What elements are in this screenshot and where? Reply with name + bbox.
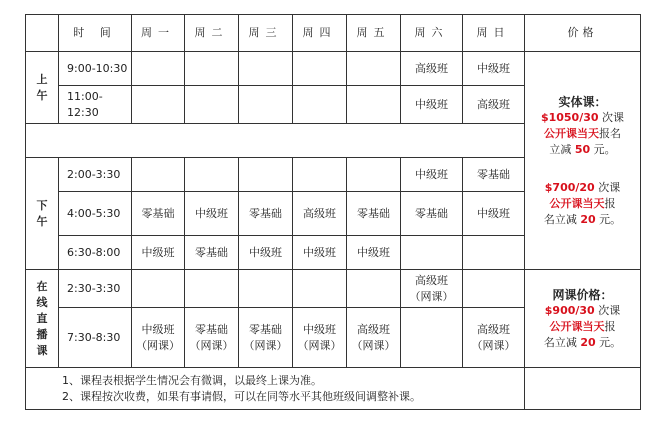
schedule-table: [25, 14, 641, 410]
header-row: [26, 15, 641, 52]
header-day-sat: 周六: [401, 15, 463, 52]
section-morning: 上午: [26, 52, 59, 124]
class-cell: 零基础: [347, 192, 401, 236]
class-cell: 中级班: [132, 236, 185, 270]
class-cell: [239, 158, 293, 192]
class-cell: 中级班 （网课）: [293, 308, 347, 368]
price-online: [525, 270, 641, 368]
class-cell: 零基础: [132, 192, 185, 236]
class-cell: 高级班: [463, 86, 525, 124]
header-day-tue: 周二: [185, 15, 239, 52]
price-line: 名立减 20 元。: [543, 212, 622, 226]
class-cell: [132, 86, 185, 124]
class-cell: [347, 270, 401, 308]
class-cell: 零基础 （网课）: [185, 308, 239, 368]
price-line: $900/30 次课: [544, 303, 621, 317]
class-cell: 零基础: [239, 192, 293, 236]
class-cell: 零基础 （网课）: [239, 308, 293, 368]
class-cell: 零基础: [463, 158, 525, 192]
class-cell: 中级班: [401, 158, 463, 192]
header-price: 价格: [525, 15, 641, 52]
class-cell: [347, 86, 401, 124]
class-cell: [293, 52, 347, 86]
class-cell: [293, 270, 347, 308]
time-cell: 9:00-10:30: [59, 52, 132, 86]
header-day-wed: 周三: [239, 15, 293, 52]
class-cell: 中级班: [463, 52, 525, 86]
time-cell: 2:30-3:30: [59, 270, 132, 308]
section-online: 在线直播课: [26, 270, 59, 368]
class-cell: 高级班: [293, 192, 347, 236]
header-time: 时 间: [59, 15, 132, 52]
spacer-cell: [26, 124, 525, 158]
class-cell: [347, 158, 401, 192]
class-cell: [239, 86, 293, 124]
class-cell: 高级班 （网课）: [401, 270, 463, 308]
corner-cell: [26, 15, 59, 52]
section-afternoon: 下午: [26, 158, 59, 270]
price-line: 公开课当天报: [549, 319, 616, 333]
price-line: 公开课当天报: [549, 196, 616, 210]
table-row: [26, 52, 641, 86]
header-day-thu: 周四: [293, 15, 347, 52]
time-cell: 2:00-3:30: [59, 158, 132, 192]
class-cell: [463, 236, 525, 270]
note-line: 1、课程表根据学生情况会有微调，以最终上课为准。: [62, 373, 322, 387]
price-online-title: 网课价格：: [552, 287, 613, 302]
price-line: 立减 50 元。: [549, 142, 616, 156]
class-cell: [185, 158, 239, 192]
price-inperson: [525, 52, 641, 270]
header-day-mon: 周一: [132, 15, 185, 52]
class-cell: [132, 270, 185, 308]
header-day-fri: 周五: [347, 15, 401, 52]
class-cell: 中级班: [293, 236, 347, 270]
header-day-sun: 周日: [463, 15, 525, 52]
class-cell: [132, 158, 185, 192]
note-line: 2、课程按次收费，如果有事请假，可以在同等水平其他班级间调整补课。: [62, 389, 421, 403]
class-cell: [132, 52, 185, 86]
class-cell: 高级班: [401, 52, 463, 86]
price-inperson-title: 实体课：: [558, 94, 607, 109]
class-cell: [293, 158, 347, 192]
price-line: 公开课当天报名: [544, 126, 621, 140]
time-cell: 11:00-12:30: [59, 86, 132, 124]
notes-row: [26, 368, 641, 410]
class-cell: [463, 270, 525, 308]
class-cell: [347, 52, 401, 86]
class-cell: 中级班: [401, 86, 463, 124]
class-cell: [401, 236, 463, 270]
class-cell: [239, 52, 293, 86]
price-line: $700/20 次课: [544, 180, 621, 194]
class-cell: 高级班 （网课）: [347, 308, 401, 368]
class-cell: [185, 270, 239, 308]
table-row: [26, 270, 641, 308]
notes-cell: [26, 368, 525, 410]
class-cell: [185, 52, 239, 86]
class-cell: 高级班 （网课）: [463, 308, 525, 368]
class-cell: 零基础: [185, 236, 239, 270]
class-cell: 中级班: [239, 236, 293, 270]
price-line: 名立减 20 元。: [543, 335, 622, 349]
class-cell: 中级班: [463, 192, 525, 236]
price-line: $1050/30 次课: [540, 110, 625, 124]
class-cell: 中级班: [185, 192, 239, 236]
class-cell: 中级班 （网课）: [132, 308, 185, 368]
time-cell: 7:30-8:30: [59, 308, 132, 368]
class-cell: [293, 86, 347, 124]
time-cell: 4:00-5:30: [59, 192, 132, 236]
class-cell: [185, 86, 239, 124]
notes-price-cell: [525, 368, 641, 410]
time-cell: 6:30-8:00: [59, 236, 132, 270]
class-cell: 中级班: [347, 236, 401, 270]
class-cell: [239, 270, 293, 308]
class-cell: [401, 308, 463, 368]
class-cell: 零基础: [401, 192, 463, 236]
